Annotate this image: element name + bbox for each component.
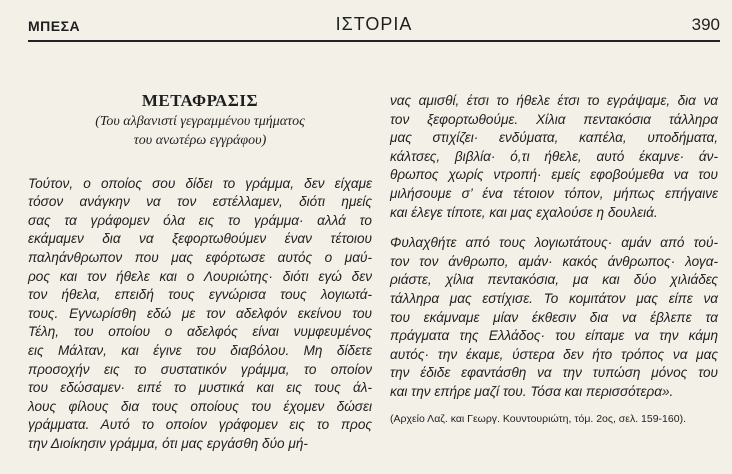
section-subtitle-line2: του ανωτέρω εγγράφου) [133,132,267,148]
text-line: Φυλαχθήτε από τους λογιωτάτους· αμάν από τού- [390,235,718,251]
text-line: του εκάμναμε μίαν έκθεσιν δια να έβλεπε τα [390,309,718,325]
text-line: τόσον ανάγκην να τον εστέλλαμεν, διότι ημείς [28,194,372,210]
left-column [28,92,372,454]
text-line: τον ήθελα, επειδή τους εγνώρισα τους λογιωτά- [28,287,372,303]
text-line: τον τον άνθρωπο, αμάν· κακός άνθρωπος· λογα- [390,253,718,269]
text-line: τάλληρα μας εστίχισε. Το κομιτάτον μας είπε να [390,290,718,306]
translation-paragraph-left [28,175,372,454]
text-line: λους φίλους δια τους οποίους του έχομεν δώσει [28,398,372,414]
text-line: ριάστε, χίλια πεντακόσια, μα και δύο χιλιάδες [390,272,718,288]
text-line: μας στιχίζει· ενδύματα, καπέλα, υποδήματα, [390,130,718,146]
page-header [28,12,720,42]
text-line: του εδώσαμεν· ειπέ το μυστικά και εις τους άλ- [28,380,372,396]
text-line: γράμματα. Αυτό το οποίον γράφομεν εις το προς [28,417,372,433]
text-line: θρωπος χωρίς ντροπή· εμείς εφοβούμεθα να του [390,167,718,183]
text-line: σας τα γράφομεν όλα εις το γράμμα· αλλά το [28,212,372,228]
text-line: εις Μάλταν, και έγινε του διαβόλου. Μη δίδετε [28,342,372,358]
text-line: και την επήρε μαζί του. Τόσα και περισσότερα». [390,383,674,399]
text-line: εκάμαμεν δια να ξεφορτωθούμεν έναν τέτοιου [28,231,372,247]
right-column [390,92,718,427]
text-line: τους. Εγνωρίσθη εδώ με τον αδελφόν εκείνου του [28,305,372,321]
text-line: παληάνθρωπον που μας εφόρτωσε αυτός ο μαύ- [28,249,372,265]
text-line: ρος και τον ήθελε και ο Λουριώτης· διότι εγώ δεν [28,268,372,284]
text-line: Τούτον, ο οποίος σου δίδει το γράμμα, δεν είχαμε [28,175,372,191]
text-line: την Διοίκησιν γράμμα, ότι μας εργάσθη δύο μή- [28,435,308,451]
text-line: μιλήσουμε σ’ ένα τέτοιον τόπον, μήπως επήγαινε [390,185,718,201]
text-line: αυτός· την έκαμε, ύστερα δεν ήτο τρόπος να μας [390,346,718,362]
translation-paragraph-2 [390,234,718,401]
text-line: προσοχήν εις το συστατικόν γράμμα, το οποίον [28,361,372,377]
text-line: νας αμισθί, έτσι το ήθελε έτσι το εγράψαμε, δια να [390,93,718,108]
text-line: πράγματα της Ελλάδος· του είπαμε να την κάμη [390,328,718,344]
page-number: 390 [691,15,720,34]
translation-paragraph-1 [390,92,718,222]
text-line: και έλεγε τίποτε, και μας εχαλούσε η δουλειά. [390,204,658,220]
text-line: κάλτσες, βιβλία· ό,τι ήθελε, αυτό έκαμνε· άν- [390,148,718,164]
section-title: ΜΕΤΑΦΡΑΣΙΣ [141,91,259,110]
text-line: τον ξεφορτωθούμε. Χίλια πεντακόσια τάλληρα [390,111,718,127]
text-line: την έδιδε εφαντάσθη να την τυπώση μόνος του [390,365,718,381]
running-head-title: ΙΣΤΟΡΙΑ [335,14,413,34]
running-head-author: ΜΠΕΣΑ [28,18,81,34]
section-subtitle-line1: (Του αλβανιστί γεγραμμένου τμήματος [95,113,305,129]
archive-reference: (Αρχείο Λαζ. και Γεωργ. Κουντουριώτη, τόμ. 2ος, σελ. 159-160). [390,412,686,425]
text-line: Τέλη, του οποίου ο αδελφός είναι νυμφευμένος [28,324,372,340]
